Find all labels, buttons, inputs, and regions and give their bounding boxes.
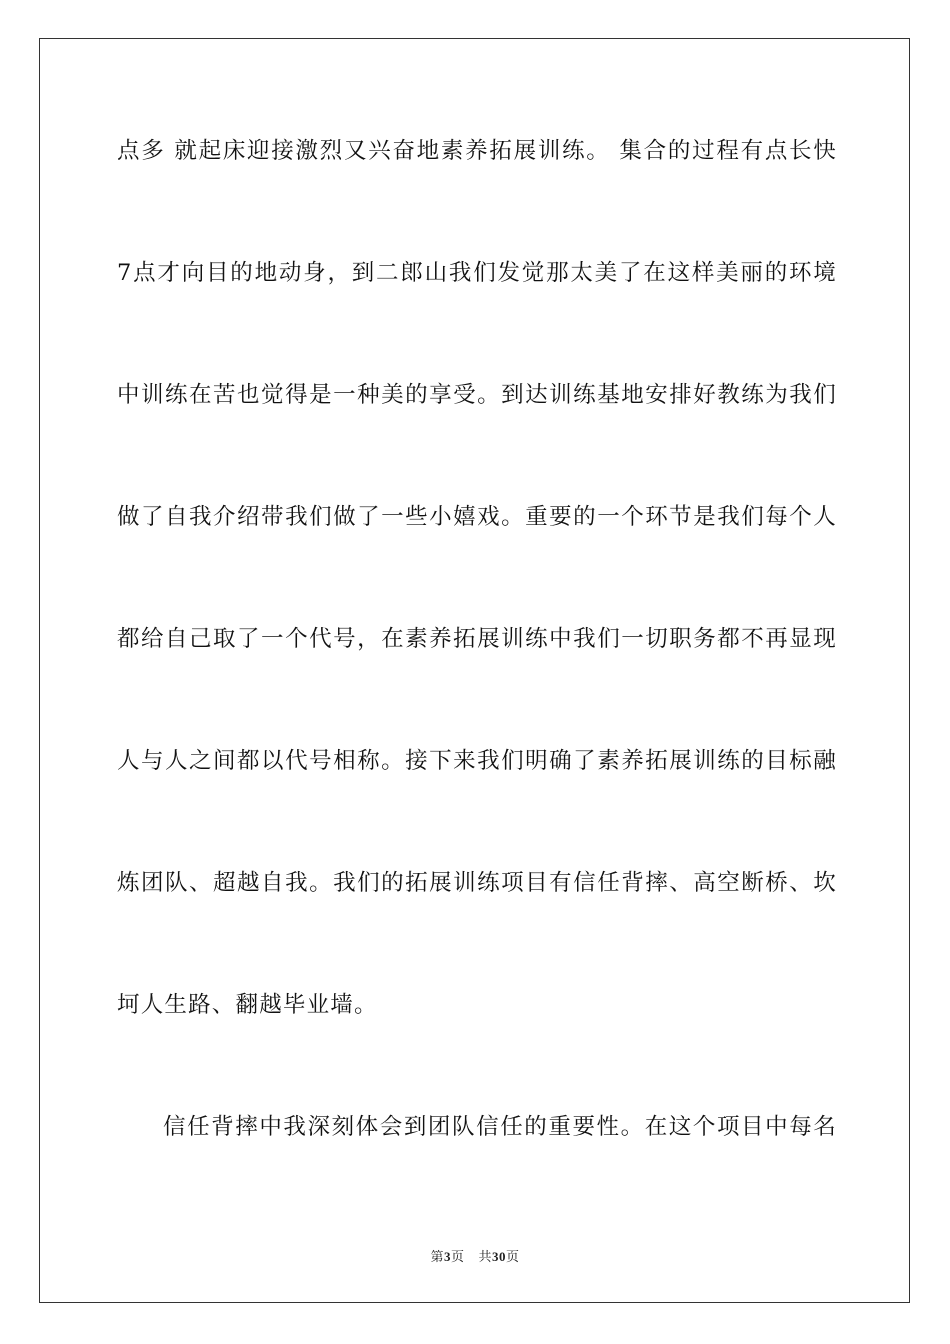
text-line-9: 信任背摔中我深刻体会到团队信任的重要性。在这个项目中每名 [163,1114,837,1140]
text-line-5: 都给自己取了一个代号，在素养拓展训练中我们一切职务都不再显现 [117,626,837,652]
total-prefix: 共 [478,1250,493,1265]
page-footer [0,1246,950,1265]
document-body [117,128,837,1226]
page-suffix: 页 [450,1250,465,1265]
text-line-6: 人与人之间都以代号相称。接下来我们明确了素养拓展训练的目标融 [117,748,837,774]
text-line-4: 做了自我介绍带我们做了一些小嬉戏。重要的一个环节是我们每个人 [117,504,837,530]
text-line-3: 中训练在苦也觉得是一种美的享受。到达训练基地安排好教练为我们 [117,382,837,408]
total-pages: 30 [492,1249,507,1264]
text-line-1: 点多 就起床迎接激烈又兴奋地素养拓展训练。 集合的过程有点长快 [117,138,837,164]
page-number: 3 [443,1249,451,1264]
text-line-8: 坷人生路、翻越毕业墙。 [117,992,378,1018]
text-line-2: 7点才向目的地动身，到二郎山我们发觉那太美了在这样美丽的环境 [117,260,837,286]
text-line-7: 炼团队、超越自我。我们的拓展训练项目有信任背摔、高空断桥、坎 [117,870,837,896]
total-suffix: 页 [506,1250,520,1265]
page-prefix: 第 [430,1250,444,1265]
